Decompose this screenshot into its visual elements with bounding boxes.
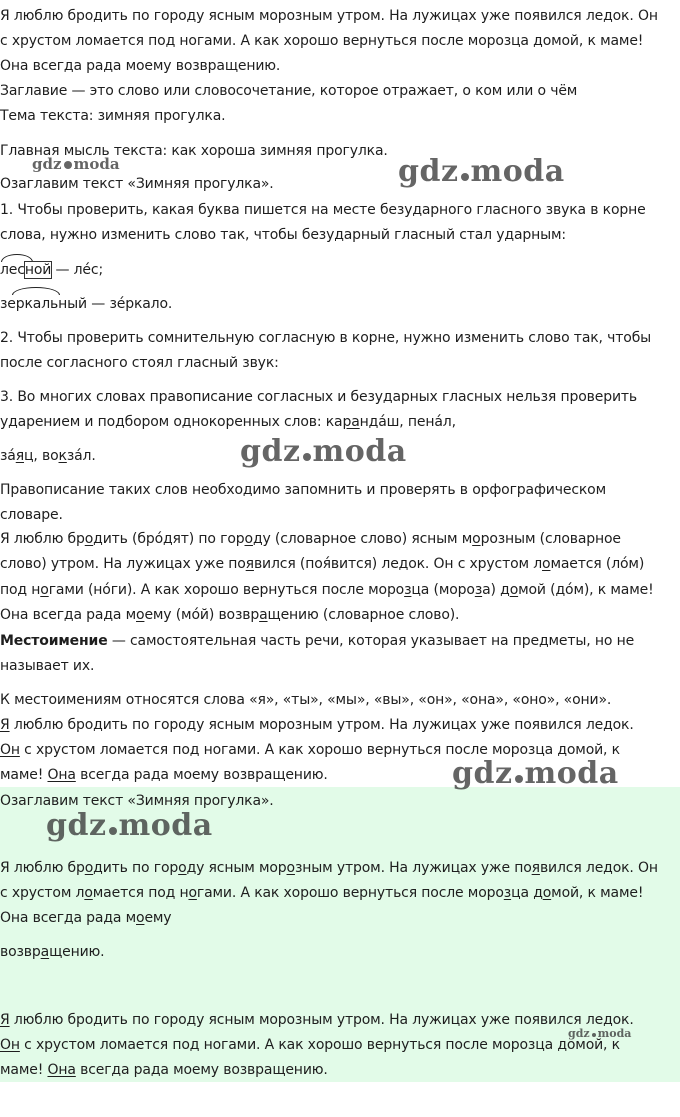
pronoun-list: К местоимениям относятся слова «я», «ты», «мы», «вы», «он», «она», «оно», «они». [0, 692, 612, 708]
text-theme: Тема текста: зимняя прогулка. [0, 108, 226, 124]
green-pronoun-line: Он с хрустом ломается под ногами. А как хорошо вернуться после морозца домой, к [0, 1037, 620, 1053]
rule-3-line: за́яц, вокза́л. [0, 448, 96, 464]
title-line: Озаглавим текст «Зимняя прогулка». [0, 793, 274, 809]
word-part: зе [0, 296, 16, 312]
word-part: ный [58, 296, 87, 312]
rule-1-line: 1. Чтобы проверить, какая буква пишется на месте безударного гласного звука в корне [0, 202, 646, 218]
memo-line: Правописание таких слов необходимо запомнить и проверять в орфографическом [0, 482, 607, 498]
underlined-letters: ра [342, 414, 360, 430]
word-root: ркаль [15, 296, 59, 312]
pronoun-text-line: маме! Она всегда рада моему возвращению. [0, 767, 328, 783]
green-text-line: возвращению. [0, 944, 105, 960]
watermark-small: gdz moda [32, 155, 120, 173]
example-lesnoy [0, 258, 103, 283]
word-ending: ной [24, 262, 52, 278]
watermark-tiny: gdz moda [568, 1027, 632, 1040]
paragraph-line: с хрустом ломается под ногами. А как хорошо вернуться после морозца домой, к маме! [0, 33, 644, 49]
green-pronoun-line: маме! Она всегда рада моему возвращению. [0, 1062, 328, 1078]
watermark: gdz moda [398, 154, 565, 189]
pronoun-text-line: Он с хрустом ломается под ногами. А как хорошо вернуться после морозца домой, к [0, 742, 620, 758]
pronoun-definition: называет их. [0, 658, 95, 674]
example-zerkalny [0, 292, 172, 317]
memo-line: словаре. [0, 507, 63, 523]
check-word: — ле́с; [51, 262, 104, 278]
rule-3-line: 3. Во многих словах правописание согласных и безударных гласных нельзя проверить [0, 389, 638, 405]
rule-2-line: 2. Чтобы проверить сомнительную согласную в корне, нужно изменить слово так, чтобы [0, 330, 652, 346]
underlined-letter: я [15, 448, 25, 464]
watermark: gdz moda [240, 434, 407, 469]
main-idea: Главная мысль текста: как хороша зимняя прогулка. [0, 143, 388, 159]
watermark: gdz moda [452, 756, 619, 791]
rule-2-line: после согласного стоял гласный звук: [0, 355, 279, 371]
title-line: Озаглавим текст «Зимняя прогулка». [0, 176, 274, 192]
underlined-letter: к [58, 448, 67, 464]
rule-1-line: слова, нужно изменить слово так, чтобы безударный гласный стал ударным: [0, 227, 566, 243]
paragraph-line: Я люблю бродить по городу ясным морозным утром. На лужицах уже появился ледок. Он [0, 8, 658, 24]
green-pronoun-line: Я люблю бродить по городу ясным морозным утром. На лужицах уже появился ледок. [0, 1012, 634, 1028]
rule-3-line: ударением и подбором однокоренных слов: каранда́ш, пена́л, [0, 414, 456, 430]
annotated-line: Я люблю бродить (бро́дят) по городу (словарное слово) ясным морозным (словарное [0, 531, 621, 547]
paragraph-line: Она всегда рада моему возвращению. [0, 58, 281, 74]
annotated-line: слово) утром. На лужицах уже появился (поя́вится) ледок. Он с хрустом ломается (ло́м) [0, 556, 645, 572]
green-text-line: Я люблю бродить по городу ясным морозным утром. На лужицах уже появился ледок. Он [0, 860, 658, 876]
word-root: лес [0, 262, 25, 278]
term-bold: Местоимение [0, 633, 108, 649]
pronoun-definition: Местоимение — самостоятельная часть речи, которая указывает на предметы, но не [0, 633, 635, 649]
title-definition: Заглавие — это слово или словосочетание, которое отражает, о ком или о чём [0, 83, 578, 99]
pronoun-text-line: Я люблю бродить по городу ясным морозным утром. На лужицах уже появился ледок. [0, 717, 634, 733]
annotated-line: Она всегда рада моему (мо́й) возвращению (словарное слово). [0, 607, 460, 623]
watermark: gdz moda [46, 808, 213, 843]
check-word: — зе́ркало. [87, 296, 173, 312]
green-text-line: Она всегда рада моему [0, 910, 172, 926]
annotated-line: под ногами (но́ги). А как хорошо вернуться после морозца (мороза) домой (до́м), к маме! [0, 582, 654, 598]
green-text-line: с хрустом ломается под ногами. А как хорошо вернуться после морозца домой, к маме! [0, 885, 644, 901]
